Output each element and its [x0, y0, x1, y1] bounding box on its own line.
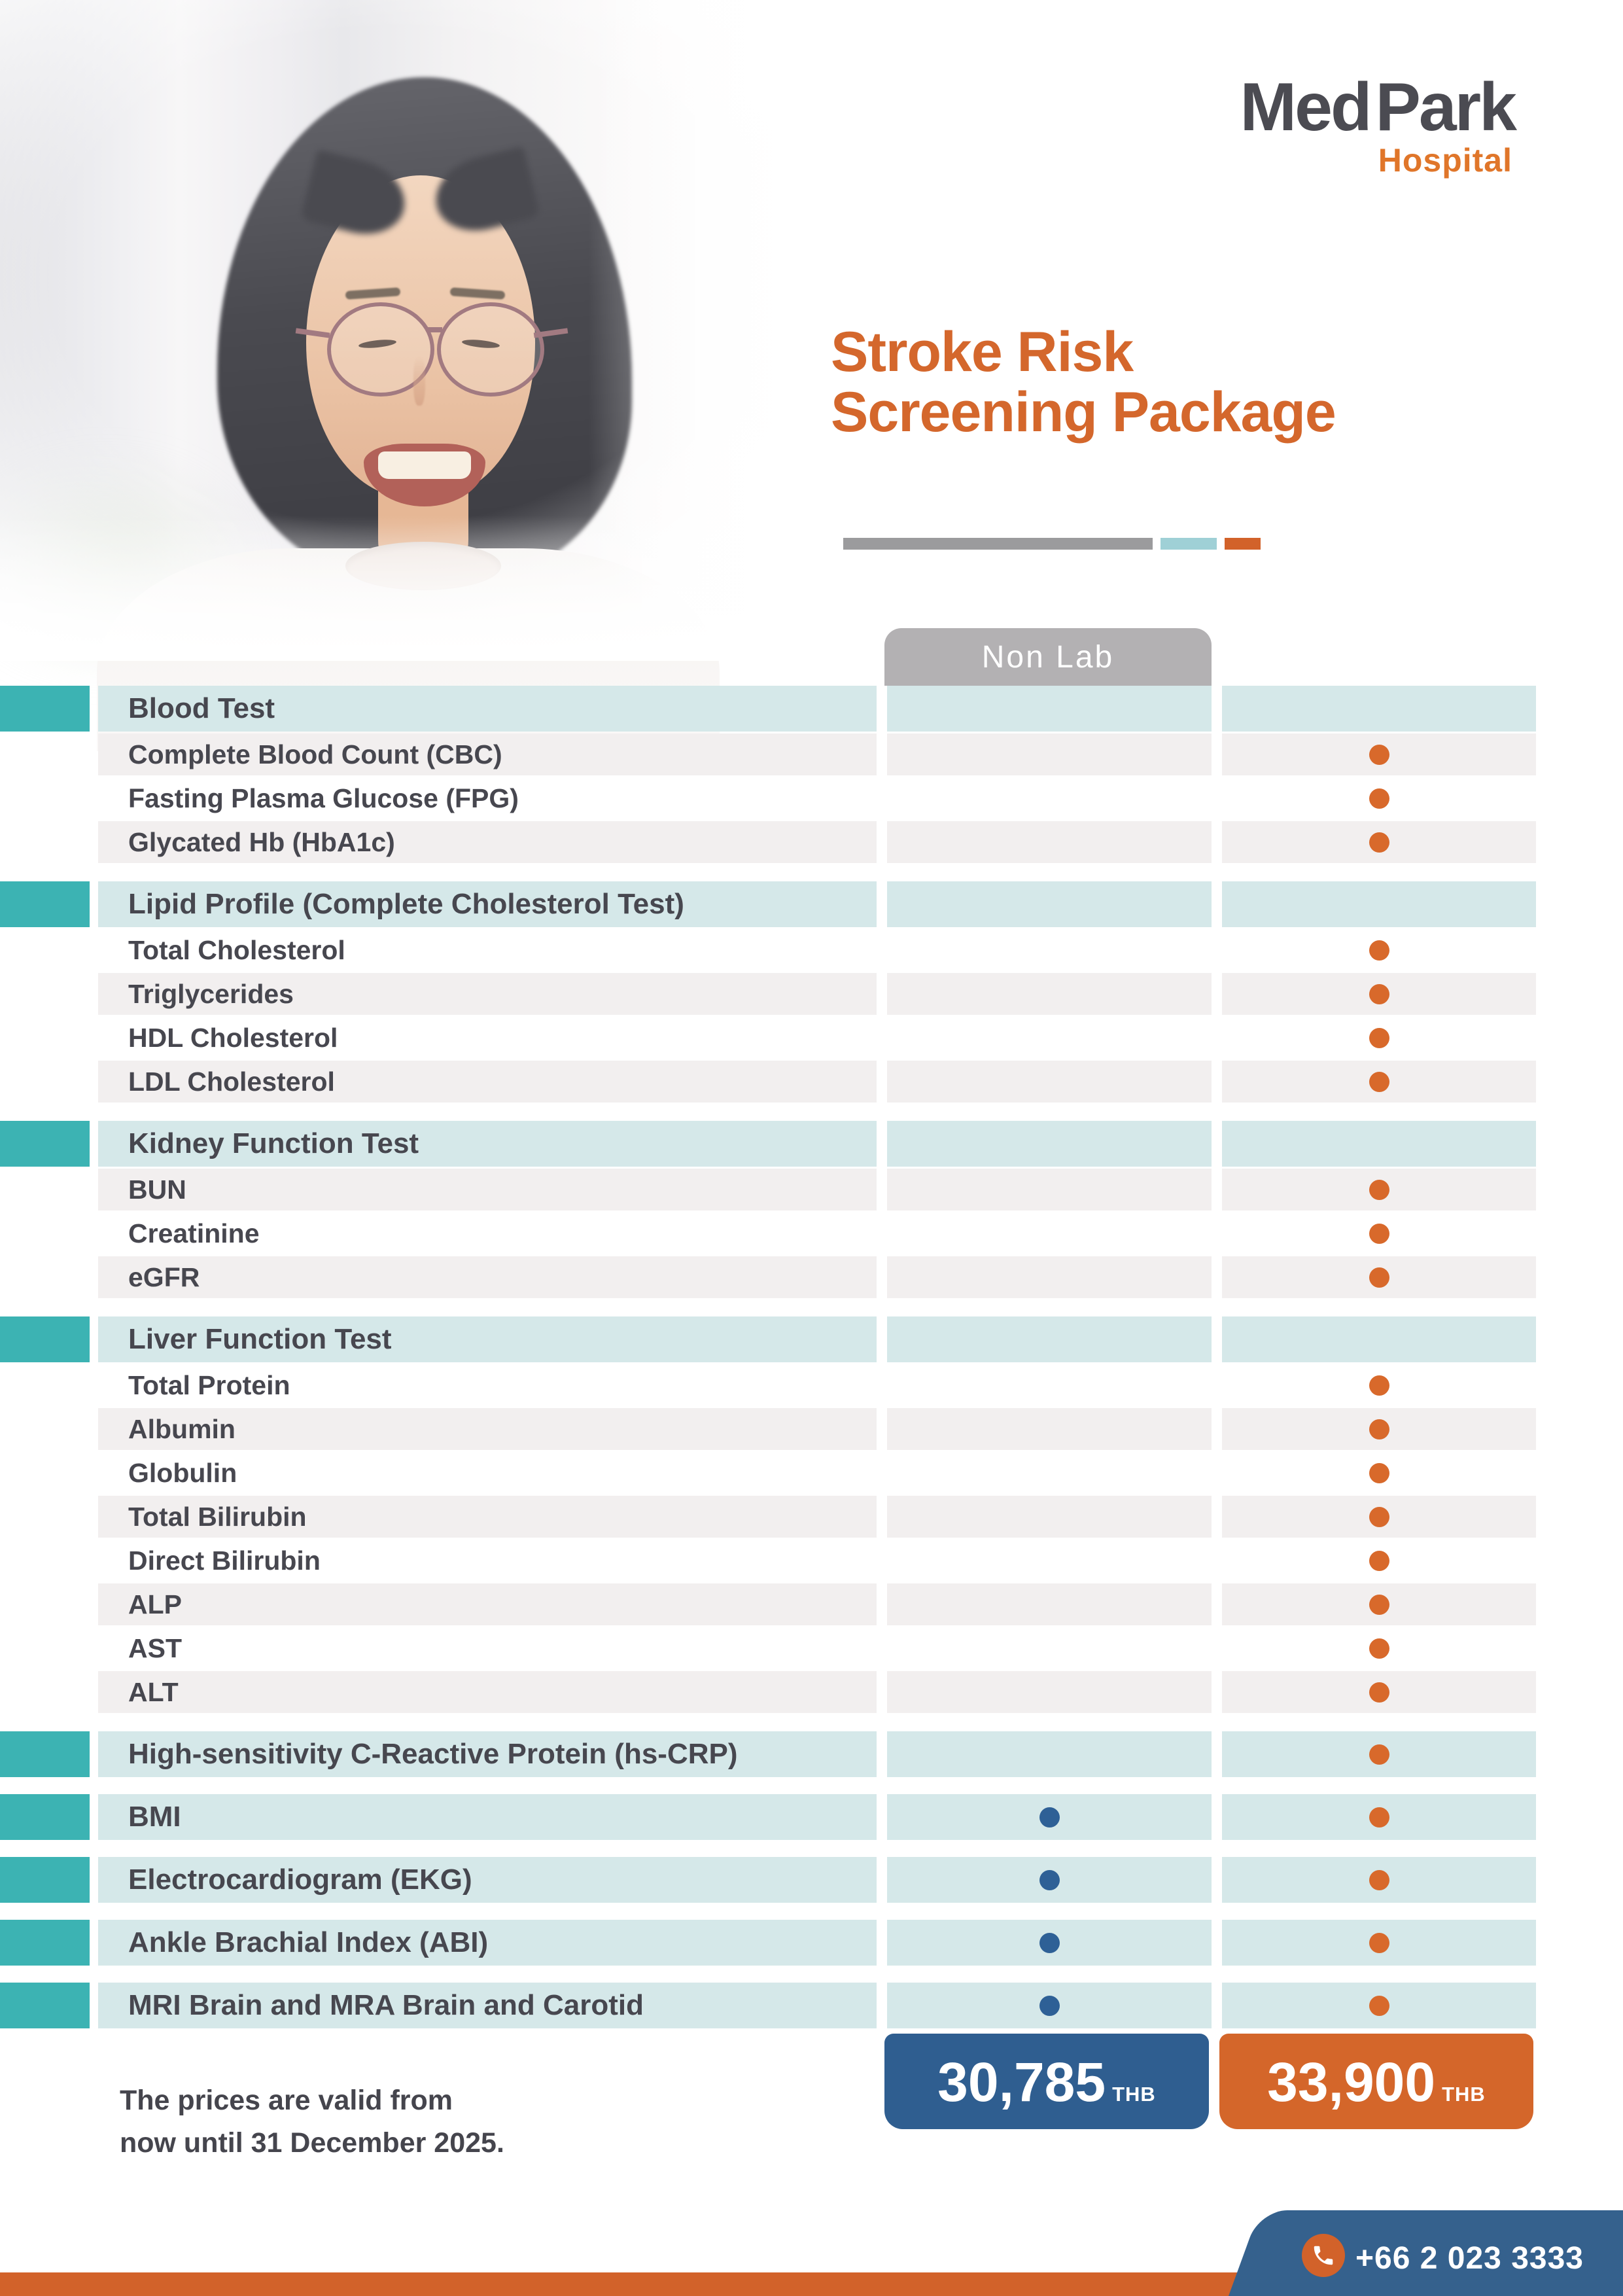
- included-dot-orange: [1369, 984, 1389, 1004]
- included-dot-orange: [1369, 1744, 1389, 1765]
- test-name-cell: [98, 1452, 877, 1494]
- accent-spacer: [0, 1364, 90, 1406]
- test-name-cell: [98, 1408, 877, 1450]
- table-row-section: [0, 881, 1536, 927]
- non-lab-cell: [887, 1316, 1212, 1362]
- test-name: MRI Brain and MRA Brain and Carotid: [128, 1989, 644, 2021]
- table-row-item: [0, 1061, 1536, 1103]
- accent-spacer: [0, 929, 90, 971]
- included-dot-orange: [1369, 1180, 1389, 1200]
- non-lab-cell: [887, 973, 1212, 1015]
- full-package-cell: [1222, 1920, 1536, 1966]
- test-name-cell: [98, 881, 877, 927]
- logo-wordmark: [1240, 69, 1515, 145]
- full-package-cell: [1222, 1061, 1536, 1103]
- non-lab-cell: [887, 929, 1212, 971]
- validity-line1: The prices are valid from: [120, 2085, 453, 2116]
- table-row-item: [0, 1452, 1536, 1494]
- accent-spacer: [0, 1061, 90, 1103]
- accent-spacer: [0, 973, 90, 1015]
- full-package-cell: [1222, 1731, 1536, 1777]
- full-package-cell: [1222, 1627, 1536, 1669]
- full-package-cell: [1222, 1364, 1536, 1406]
- hospital-logo: [1240, 69, 1515, 179]
- phone-icon: [1302, 2234, 1345, 2277]
- test-name: Albumin: [128, 1413, 236, 1444]
- included-dot-orange: [1369, 1419, 1389, 1439]
- test-name-cell: [98, 929, 877, 971]
- test-name: ALT: [128, 1676, 179, 1707]
- full-package-cell: [1222, 1496, 1536, 1538]
- non-lab-cell: [887, 1983, 1212, 2028]
- test-name: Lipid Profile (Complete Cholesterol Test): [128, 888, 684, 920]
- price-non-lab-amount: 30,785: [937, 2051, 1106, 2113]
- non-lab-cell: [887, 777, 1212, 819]
- test-name-cell: [98, 1627, 877, 1669]
- table-row-section: [0, 1983, 1536, 2028]
- included-dot-orange: [1369, 1375, 1389, 1396]
- full-package-cell: [1222, 1583, 1536, 1625]
- test-name-cell: [98, 1061, 877, 1103]
- non-lab-cell: [887, 1496, 1212, 1538]
- full-package-cell: [1222, 733, 1536, 775]
- accent-spacer: [0, 1540, 90, 1581]
- logo-word-park: Park: [1375, 69, 1515, 145]
- accent-spacer: [0, 1452, 90, 1494]
- test-name: HDL Cholesterol: [128, 1022, 338, 1053]
- included-dot-orange: [1369, 745, 1389, 765]
- table-row-section: [0, 1794, 1536, 1840]
- test-name-cell: [98, 1364, 877, 1406]
- table-row-item: [0, 1212, 1536, 1254]
- table-row-item: [0, 1540, 1536, 1581]
- underline-bar-gray: [843, 538, 1153, 550]
- table-row-section: [0, 1731, 1536, 1777]
- test-name: Glycated Hb (HbA1c): [128, 826, 395, 857]
- full-package-cell: [1222, 1540, 1536, 1581]
- non-lab-cell: [887, 881, 1212, 927]
- price-validity-note: [120, 2079, 504, 2164]
- included-dot-orange: [1369, 1595, 1389, 1615]
- included-dot-orange: [1369, 1551, 1389, 1571]
- non-lab-cell: [887, 1061, 1212, 1103]
- accent-spacer: [0, 1496, 90, 1538]
- included-dot-orange: [1369, 1507, 1389, 1527]
- test-name-cell: [98, 1540, 877, 1581]
- included-dot-blue: [1039, 1996, 1060, 2016]
- included-dot-orange: [1369, 1807, 1389, 1828]
- price-non-lab: [884, 2034, 1209, 2129]
- table-row-section: [0, 686, 1536, 732]
- page-title: [831, 322, 1336, 442]
- full-package-cell: [1222, 1408, 1536, 1450]
- non-lab-cell: [887, 686, 1212, 732]
- non-lab-cell: [887, 1364, 1212, 1406]
- test-name: Total Protein: [128, 1369, 290, 1400]
- full-package-cell: [1222, 777, 1536, 819]
- table-row-item: [0, 777, 1536, 819]
- table-row-item: [0, 1408, 1536, 1450]
- non-lab-cell: [887, 1857, 1212, 1903]
- test-name-cell: [98, 1983, 877, 2028]
- column-header-non-lab-label: Non Lab: [981, 639, 1115, 675]
- test-name-cell: [98, 1169, 877, 1210]
- table-row-item: [0, 1364, 1536, 1406]
- test-name: Globulin: [128, 1457, 237, 1488]
- section-accent-bar: [0, 1731, 90, 1777]
- non-lab-cell: [887, 1583, 1212, 1625]
- accent-spacer: [0, 1583, 90, 1625]
- screening-table: [0, 686, 1536, 2028]
- included-dot-orange: [1369, 1267, 1389, 1288]
- test-name-cell: [98, 1583, 877, 1625]
- non-lab-cell: [887, 1794, 1212, 1840]
- table-row-item: [0, 1496, 1536, 1538]
- section-accent-bar: [0, 1121, 90, 1167]
- non-lab-cell: [887, 1627, 1212, 1669]
- full-package-cell: [1222, 1316, 1536, 1362]
- table-row-item: [0, 1583, 1536, 1625]
- price-non-lab-currency: THB: [1112, 2083, 1156, 2106]
- included-dot-orange: [1369, 1224, 1389, 1244]
- accent-spacer: [0, 1017, 90, 1059]
- included-dot-orange: [1369, 1072, 1389, 1092]
- test-name-cell: [98, 1794, 877, 1840]
- test-name-cell: [98, 777, 877, 819]
- included-dot-orange: [1369, 1638, 1389, 1659]
- test-name-cell: [98, 1256, 877, 1298]
- validity-line2: now until 31 December 2025.: [120, 2127, 504, 2159]
- included-dot-orange: [1369, 1870, 1389, 1890]
- logo-word-med: Med: [1240, 69, 1370, 145]
- table-row-section: [0, 1316, 1536, 1362]
- test-name: Triglycerides: [128, 978, 294, 1009]
- section-accent-bar: [0, 1983, 90, 2028]
- non-lab-cell: [887, 1731, 1212, 1777]
- test-name: Direct Bilirubin: [128, 1545, 321, 1576]
- section-accent-bar: [0, 686, 90, 732]
- non-lab-cell: [887, 1452, 1212, 1494]
- non-lab-cell: [887, 1169, 1212, 1210]
- photo-edge-fade: [0, 0, 818, 661]
- non-lab-cell: [887, 1408, 1212, 1450]
- test-name: Electrocardiogram (EKG): [128, 1863, 472, 1896]
- non-lab-cell: [887, 1540, 1212, 1581]
- test-name-cell: [98, 1017, 877, 1059]
- accent-spacer: [0, 821, 90, 863]
- full-package-cell: [1222, 1212, 1536, 1254]
- price-full-amount: 33,900: [1267, 2051, 1436, 2113]
- full-package-cell: [1222, 1452, 1536, 1494]
- test-name: LDL Cholesterol: [128, 1066, 335, 1097]
- non-lab-cell: [887, 1212, 1212, 1254]
- full-package-cell: [1222, 929, 1536, 971]
- non-lab-cell: [887, 1121, 1212, 1167]
- table-row-item: [0, 1017, 1536, 1059]
- non-lab-cell: [887, 821, 1212, 863]
- table-row-item: [0, 733, 1536, 775]
- included-dot-orange: [1369, 1933, 1389, 1953]
- accent-spacer: [0, 1169, 90, 1210]
- included-dot-orange: [1369, 1996, 1389, 2016]
- non-lab-cell: [887, 1256, 1212, 1298]
- accent-spacer: [0, 1627, 90, 1669]
- full-package-cell: [1222, 1256, 1536, 1298]
- patient-photo: [0, 0, 818, 661]
- non-lab-cell: [887, 733, 1212, 775]
- table-row-item: [0, 1169, 1536, 1210]
- included-dot-orange: [1369, 788, 1389, 809]
- test-name: eGFR: [128, 1262, 200, 1292]
- column-header-non-lab: [884, 628, 1212, 686]
- non-lab-cell: [887, 1017, 1212, 1059]
- section-accent-bar: [0, 881, 90, 927]
- test-name-cell: [98, 1212, 877, 1254]
- full-package-cell: [1222, 1017, 1536, 1059]
- test-name-cell: [98, 686, 877, 732]
- price-full-currency: THB: [1442, 2083, 1486, 2106]
- test-name-cell: [98, 1920, 877, 1966]
- non-lab-cell: [887, 1671, 1212, 1713]
- accent-spacer: [0, 733, 90, 775]
- table-row-section: [0, 1857, 1536, 1903]
- test-name-cell: [98, 1121, 877, 1167]
- test-name: Liver Function Test: [128, 1323, 392, 1355]
- accent-spacer: [0, 1408, 90, 1450]
- table-row-section: [0, 1920, 1536, 1966]
- included-dot-blue: [1039, 1933, 1060, 1953]
- full-package-cell: [1222, 1857, 1536, 1903]
- test-name: Complete Blood Count (CBC): [128, 739, 502, 769]
- test-name: Total Cholesterol: [128, 934, 345, 965]
- included-dot-orange: [1369, 832, 1389, 853]
- test-name: High-sensitivity C-Reactive Protein (hs-CRP): [128, 1738, 738, 1770]
- full-package-cell: [1222, 1169, 1536, 1210]
- included-dot-blue: [1039, 1870, 1060, 1890]
- test-name-cell: [98, 973, 877, 1015]
- full-package-cell: [1222, 1121, 1536, 1167]
- table-row-item: [0, 1256, 1536, 1298]
- included-dot-orange: [1369, 1682, 1389, 1703]
- full-package-cell: [1222, 881, 1536, 927]
- page-title-line2: Screening Package: [831, 381, 1336, 444]
- test-name: Blood Test: [128, 692, 275, 724]
- table-row-item: [0, 929, 1536, 971]
- accent-spacer: [0, 1212, 90, 1254]
- full-package-cell: [1222, 821, 1536, 863]
- page-title-line1: Stroke Risk: [831, 321, 1134, 383]
- phone-receiver-glyph: [1311, 2243, 1336, 2268]
- full-package-cell: [1222, 1794, 1536, 1840]
- full-package-cell: [1222, 973, 1536, 1015]
- accent-spacer: [0, 777, 90, 819]
- test-name: Creatinine: [128, 1218, 260, 1248]
- non-lab-cell: [887, 1920, 1212, 1966]
- section-accent-bar: [0, 1794, 90, 1840]
- price-full-package: [1219, 2034, 1533, 2129]
- table-row-item: [0, 973, 1536, 1015]
- test-name: BMI: [128, 1801, 181, 1833]
- full-package-cell: [1222, 1671, 1536, 1713]
- full-package-cell: [1222, 1983, 1536, 2028]
- section-accent-bar: [0, 1316, 90, 1362]
- table-row-item: [0, 821, 1536, 863]
- title-underline-decoration: [843, 538, 1261, 550]
- table-row-item: [0, 1627, 1536, 1669]
- included-dot-orange: [1369, 1463, 1389, 1483]
- table-row-section: [0, 1121, 1536, 1167]
- phone-number: +66 2 023 3333: [1355, 2241, 1584, 2276]
- test-name-cell: [98, 1857, 877, 1903]
- test-name: ALP: [128, 1589, 182, 1619]
- included-dot-orange: [1369, 1028, 1389, 1048]
- accent-spacer: [0, 1671, 90, 1713]
- test-name-cell: [98, 1731, 877, 1777]
- test-name: Ankle Brachial Index (ABI): [128, 1926, 489, 1958]
- test-name-cell: [98, 1671, 877, 1713]
- test-name-cell: [98, 1316, 877, 1362]
- full-package-cell: [1222, 686, 1536, 732]
- test-name: BUN: [128, 1174, 186, 1205]
- underline-bar-teal: [1161, 538, 1217, 550]
- test-name: AST: [128, 1633, 182, 1663]
- table-row-item: [0, 1671, 1536, 1713]
- section-accent-bar: [0, 1857, 90, 1903]
- test-name: Total Bilirubin: [128, 1501, 307, 1532]
- underline-bar-orange: [1225, 538, 1261, 550]
- test-name-cell: [98, 821, 877, 863]
- logo-subtitle: Hospital: [1378, 142, 1512, 179]
- section-accent-bar: [0, 1920, 90, 1966]
- accent-spacer: [0, 1256, 90, 1298]
- test-name-cell: [98, 1496, 877, 1538]
- included-dot-orange: [1369, 940, 1389, 961]
- included-dot-blue: [1039, 1807, 1060, 1828]
- test-name-cell: [98, 733, 877, 775]
- test-name: Kidney Function Test: [128, 1127, 419, 1159]
- test-name: Fasting Plasma Glucose (FPG): [128, 783, 519, 813]
